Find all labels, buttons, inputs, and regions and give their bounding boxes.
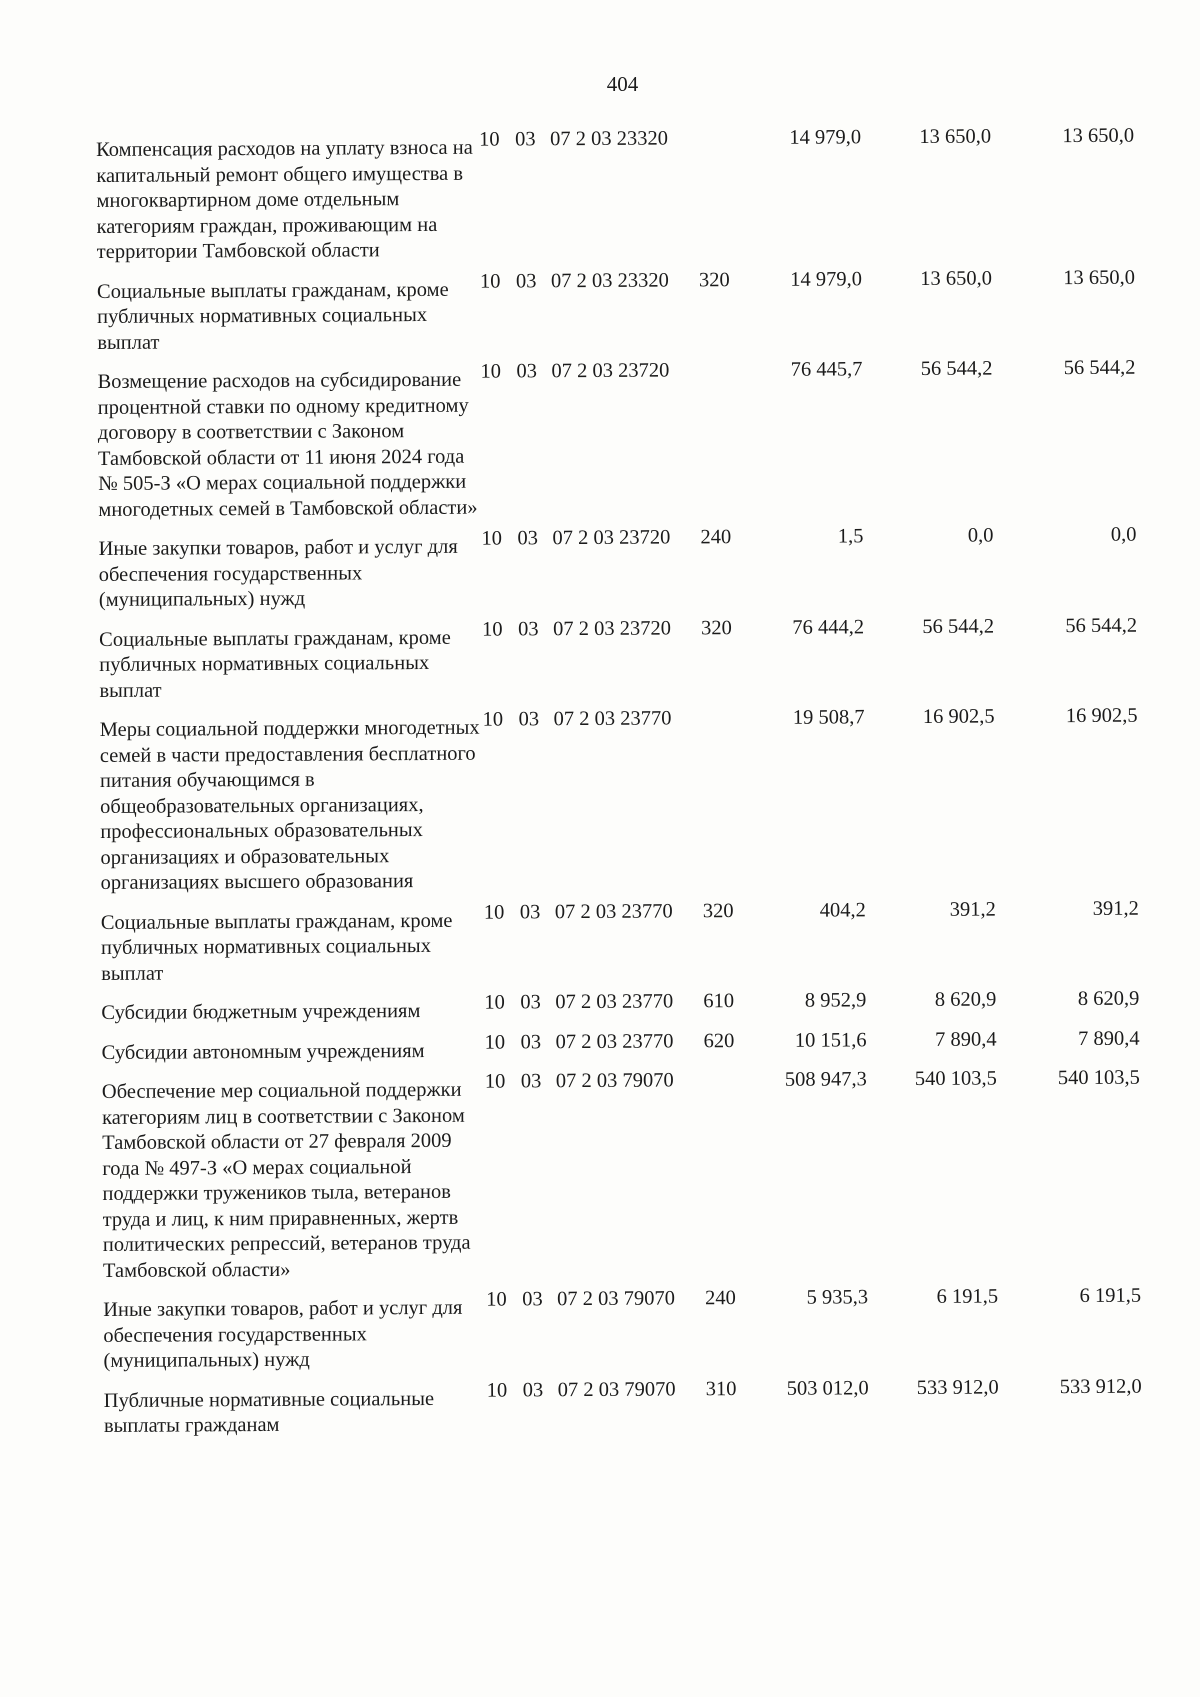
amount-year-2: 56 544,2 [920,357,993,380]
subsection-code: 03 [514,128,536,151]
amount-year-2: 533 912,0 [916,1376,999,1399]
section-code: 10 [481,618,503,641]
section-code: 10 [484,991,505,1014]
subsection-code: 03 [520,1030,542,1053]
section-code: 10 [486,1288,507,1311]
table-row [97,265,1187,356]
target-article-code: 07 2 03 79070 [555,1069,674,1093]
amount-year-2: 56 544,2 [922,615,995,638]
target-article-code: 07 2 03 23770 [554,899,673,923]
section-code: 10 [480,360,502,383]
section-code: 10 [484,1070,506,1093]
row-description: Субсидии автономным учреждениям [101,1039,425,1064]
amount-year-3: 6 191,5 [1079,1284,1142,1308]
subsection-code: 03 [520,991,541,1014]
row-description: Социальные выплаты гражданам, кроме публичных нормативных социальных выплат [99,626,451,702]
target-article-code: 07 2 03 79070 [557,1377,676,1401]
amount-year-2: 391,2 [949,898,996,921]
table-row [99,613,1189,704]
amount-year-3: 56 544,2 [1065,614,1138,637]
subsection-code: 03 [518,708,540,731]
amount-year-2: 6 191,5 [936,1285,999,1308]
subsection-code: 03 [517,617,539,640]
row-description: Субсидии бюджетным учреждениям [101,1000,421,1024]
subsection-code: 03 [517,527,539,550]
expense-type-code: 610 [703,990,735,1013]
budget-table [96,123,1194,1445]
target-article-code: 07 2 03 23720 [552,526,671,550]
amount-year-3: 7 890,4 [1078,1027,1140,1050]
section-code: 10 [483,901,505,924]
table-row [98,522,1188,613]
page-number: 404 [606,72,639,96]
amount-year-3: 0,0 [1110,523,1137,546]
subsection-code: 03 [516,360,538,383]
amount-year-2: 13 650,0 [919,125,992,148]
subsection-code: 03 [522,1288,543,1311]
expense-type-code: 620 [703,1029,735,1052]
table-row [100,703,1191,896]
row-description: Обеспечение мер социальной поддержки категориям лиц в соответствии с Законом Тамбовской области от 27 февраля 2009 года № 497-З «О мерах социальной поддержки тружеников тыла, ветеранов труда и лиц, к ним приравненных, жертв политических репрессий, ветеранов труда Тамбовской области» [101,1078,471,1282]
target-article-code: 07 2 03 23320 [550,269,669,292]
amount-year-1: 14 979,0 [789,126,862,149]
target-article-code: 07 2 03 23770 [555,1029,674,1053]
amount-year-2: 8 620,9 [934,988,997,1011]
row-description: Социальные выплаты гражданам, кроме публичных нормативных социальных выплат [100,909,453,985]
amount-year-1: 404,2 [819,898,866,922]
section-code: 10 [486,1379,508,1402]
expense-type-code: 240 [700,526,732,549]
target-article-code: 07 2 03 23770 [555,990,674,1014]
amount-year-1: 508 947,3 [784,1068,867,1091]
expense-type-code: 320 [698,268,730,291]
row-description: Иные закупки товаров, работ и услуг для обеспечения государственных (муниципальных) нужд [103,1296,463,1372]
row-description: Публичные нормативные социальные выплаты гражданам [103,1387,435,1437]
amount-year-2: 7 890,4 [935,1028,997,1051]
amount-year-2: 16 902,5 [922,705,995,728]
amount-year-2: 540 103,5 [914,1067,997,1091]
table-row [101,986,1191,1026]
amount-year-3: 16 902,5 [1065,704,1138,728]
amount-year-1: 14 979,0 [790,267,862,291]
table-row [103,1283,1193,1374]
amount-year-3: 540 103,5 [1057,1066,1140,1090]
expense-type-code: 310 [705,1377,737,1400]
row-description: Компенсация расходов на уплату взноса на капитальный ремонт общего имущества в многоквартирном доме отдельным категориям граждан, проживающим на территории Тамбовской области [96,136,473,263]
table-row [96,123,1187,265]
amount-year-1: 10 151,6 [794,1028,867,1052]
expense-type-code: 240 [705,1287,736,1310]
target-article-code: 07 2 03 23770 [553,707,672,731]
amount-year-3: 391,2 [1092,897,1139,920]
subsection-code: 03 [520,1070,542,1093]
expense-type-code: 320 [700,616,732,639]
row-description: Меры социальной поддержки многодетных семей в части предоставления бесплатного питания обучающимся в общеобразовательных организациях, профессиональных образовательных организациях и образовательных организациях высшего образования [99,716,480,894]
subsection-code: 03 [522,1378,544,1401]
amount-year-1: 503 012,0 [786,1376,869,1400]
section-code: 10 [479,270,501,293]
target-article-code: 07 2 03 23720 [552,616,671,640]
table-row [97,355,1188,523]
amount-year-3: 13 650,0 [1063,266,1135,289]
amount-year-3: 13 650,0 [1062,124,1135,148]
row-description: Иные закупки товаров, работ и услуг для обеспечения государственных (муниципальных) нужд [98,535,458,611]
section-code: 10 [478,128,500,151]
target-article-code: 07 2 03 79070 [557,1287,676,1311]
amount-year-1: 1,5 [837,525,864,548]
amount-year-3: 56 544,2 [1063,356,1136,380]
table-row [104,1374,1194,1440]
amount-year-1: 76 445,7 [790,358,863,381]
amount-year-1: 76 444,2 [792,615,865,639]
target-article-code: 07 2 03 23720 [551,359,670,383]
table-row [101,896,1191,987]
row-description: Возмещение расходов на субсидирование процентной ставки по одному кредитному договору в соответствии с Законом Тамбовской области от 11 июня 2024 года № 505-З «О мерах социальной поддержки многодетных семей в Тамбовской области» [97,368,478,521]
amount-year-3: 8 620,9 [1077,987,1140,1011]
table-row [102,1065,1193,1284]
expense-type-code: 320 [702,899,734,922]
section-code: 10 [484,1031,506,1054]
amount-year-1: 19 508,7 [792,706,865,729]
amount-year-2: 13 650,0 [920,267,992,290]
table-row [102,1026,1192,1066]
subsection-code: 03 [519,900,541,923]
section-code: 10 [482,708,504,731]
amount-year-1: 5 935,3 [806,1286,869,1309]
amount-year-3: 533 912,0 [1059,1375,1142,1398]
subsection-code: 03 [515,269,537,292]
row-description: Социальные выплаты гражданам, кроме публичных нормативных социальных выплат [96,278,449,354]
section-code: 10 [481,527,503,550]
amount-year-2: 0,0 [967,524,994,547]
amount-year-1: 8 952,9 [804,989,867,1012]
target-article-code: 07 2 03 23320 [549,127,669,151]
